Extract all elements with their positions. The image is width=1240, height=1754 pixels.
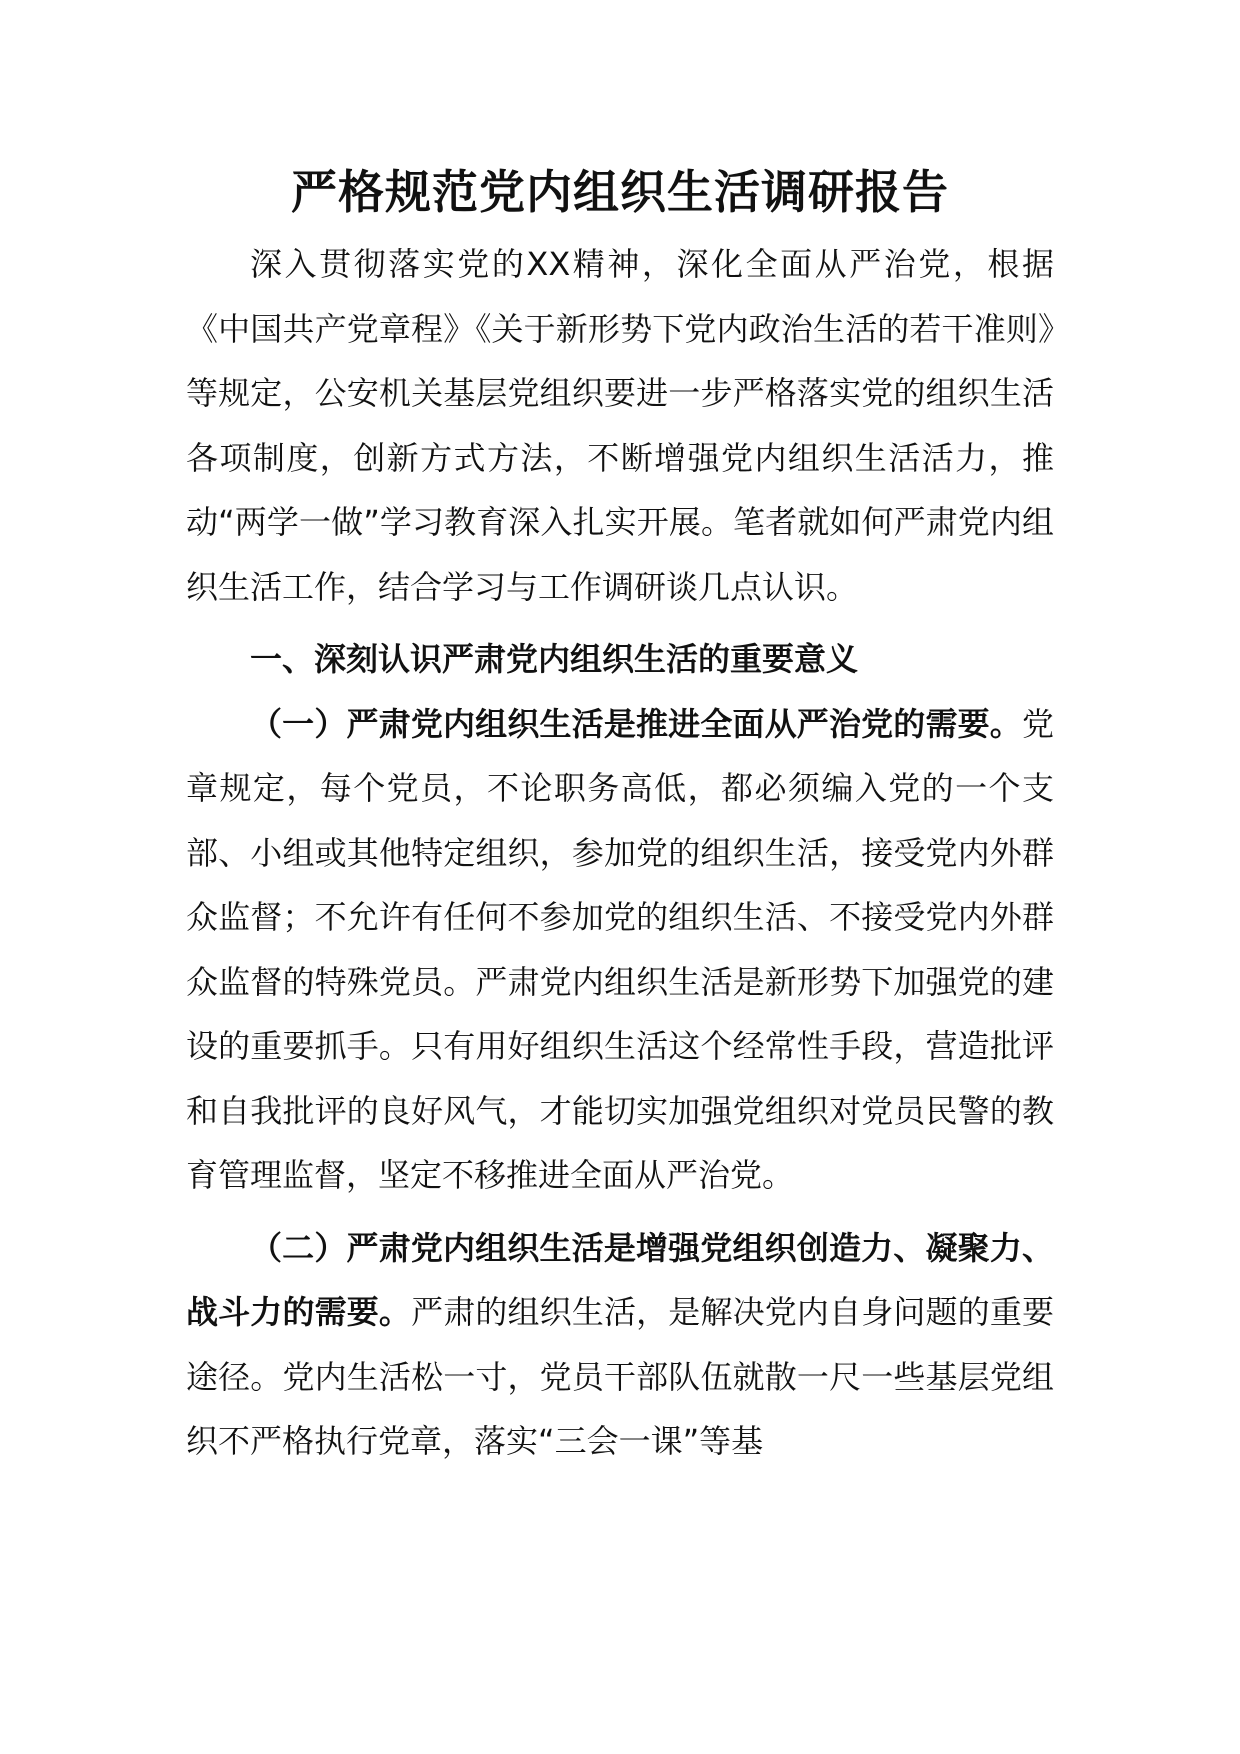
section-heading: 一、深刻认识严肃党内组织生活的重要意义 xyxy=(250,640,859,678)
subsection-2-heading: （二）严肃党内组织生活是增强党组织创造力、凝聚力、战斗力的需要。 xyxy=(186,1228,1054,1331)
document-title: 严格规范党内组织生活调研报告 xyxy=(291,165,949,219)
subsection-1-heading: （一）严肃党内组织生活是推进全面从严治党的需要。 xyxy=(250,704,1022,743)
intro-paragraph: 深入贯彻落实党的XX精神，深化全面从严治党，根据《中国共产党章程》《关于新形势下党内政治生活的若干准则》等规定，公安机关基层党组织要进一步严格落实党的组织生活各项制度，创新方式方法，不断增强党内组织生活活力，推动“两学一做”学习教育深入扎实开展。笔者就如何严肃党内组织生活工作，结合学习与工作调研谈几点认识。 xyxy=(186,245,1054,606)
subsection-1-body: 党章规定，每个党员，不论职务高低，都必须编入党的一个支部、小组或其他特定组织，参加党的组织生活，接受党内外群众监督；不允许有任何不参加党的组织生活、不接受党内外群众监督的特殊党员。严肃党内组织生活是新形势下加强党的建设的重要抓手。只有用好组织生活这个经常性手段，营造批评和自我批评的良好风气，才能切实加强党组织对党员民警的教育管理监督，坚定不移推进全面从严治党。 xyxy=(186,704,1054,1194)
document-body xyxy=(186,232,1054,1474)
subsection-2-body: 严肃的组织生活，是解决党内自身问题的重要途径。党内生活松一寸，党员干部队伍就散一尺一些基层党组织不严格执行党章，落实“三会一课”等基 xyxy=(186,1293,1054,1460)
subsection-1-paragraph xyxy=(186,692,1054,1208)
subsection-2-paragraph xyxy=(186,1216,1054,1474)
